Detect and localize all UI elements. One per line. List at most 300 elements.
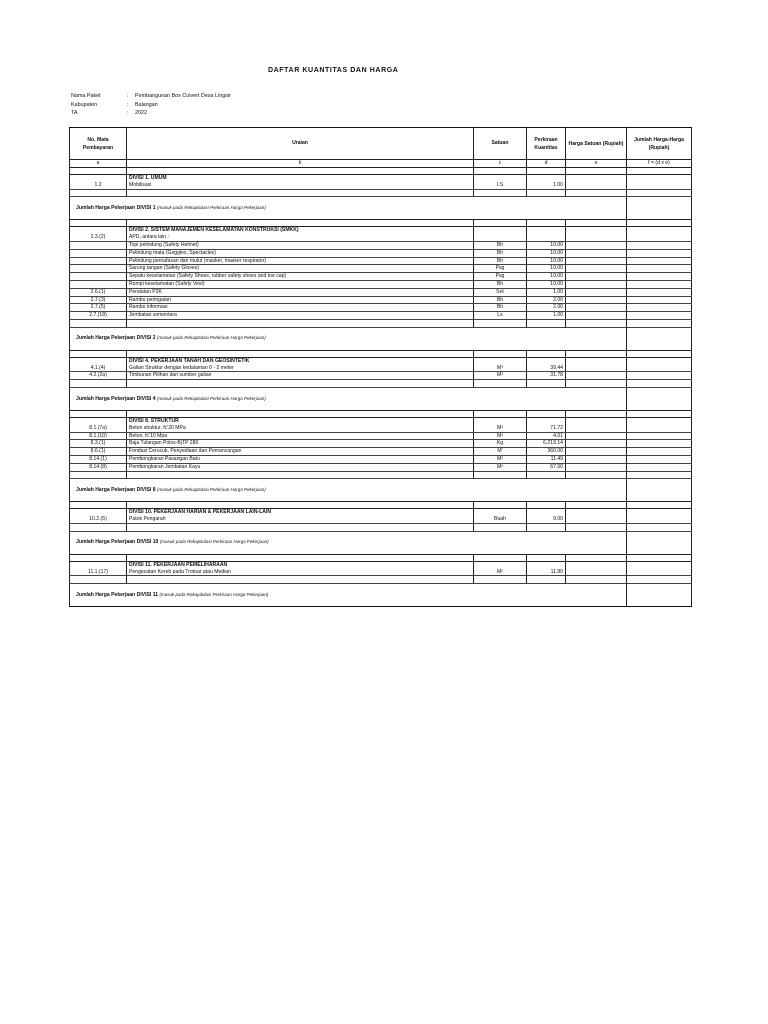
table-row: [70, 569, 692, 576]
table-row: [70, 280, 692, 288]
item-satuan: Buah: [474, 516, 527, 523]
item-satuan: M³: [474, 365, 527, 372]
item-uraian: Patok Pengarah: [127, 516, 474, 523]
item-satuan: Ls: [474, 312, 527, 320]
empty-cell: [474, 175, 527, 182]
table-row: [70, 440, 692, 448]
item-no: [70, 257, 127, 265]
item-harga: [566, 234, 627, 241]
item-kuantitas: 2.00: [527, 304, 566, 312]
item-no: [70, 241, 127, 249]
item-harga: [566, 182, 627, 189]
division-heading: DIVISI 1. UMUM: [127, 175, 474, 182]
table-row: [70, 312, 692, 320]
meta-row-kabupaten: [71, 101, 231, 110]
item-harga: [566, 448, 627, 456]
empty-cell: [474, 189, 527, 197]
item-uraian: Pembongkaran Jembatan Kayu: [127, 463, 474, 471]
empty-cell: [474, 319, 527, 327]
division-heading-row: [70, 417, 692, 424]
division-total-row: [70, 387, 692, 410]
item-harga: [566, 463, 627, 471]
item-satuan: M³: [474, 425, 527, 432]
item-jumlah: [627, 241, 692, 249]
total-note-text: (masuk pada Rekapitulasi Perkiraan Harga Pekerjaan): [156, 204, 266, 210]
empty-cell: [127, 523, 474, 531]
header-kuantitas: Perkiraan Kuantitas: [527, 128, 566, 160]
letter-cell: f = (d x e): [627, 160, 692, 168]
meta-sep: :: [127, 93, 129, 99]
empty-cell: [527, 554, 566, 561]
item-kuantitas: 31.78: [527, 372, 566, 380]
empty-cell: [527, 380, 566, 388]
item-no: 10.2.(5): [70, 516, 127, 523]
empty-cell: [566, 417, 627, 424]
document-title: DAFTAR KUANTITAS DAN HARGA: [268, 67, 399, 74]
item-jumlah: [627, 249, 692, 257]
item-no: 2.7.(18): [70, 312, 127, 320]
item-uraian: Peralatan P3K: [127, 288, 474, 296]
item-uraian: APD, antara lain :: [127, 234, 474, 241]
item-harga: [566, 296, 627, 304]
empty-cell: [566, 220, 627, 227]
header-satuan: Satuan: [474, 128, 527, 160]
table-row: [70, 432, 692, 440]
empty-cell: [474, 554, 527, 561]
empty-cell: [627, 350, 692, 357]
empty-cell: [566, 471, 627, 479]
letter-cell: a: [70, 160, 127, 168]
division-total-value: [627, 584, 692, 607]
item-harga: [566, 288, 627, 296]
item-kuantitas: 10.00: [527, 265, 566, 273]
table-row: [70, 288, 692, 296]
total-note-text: (masuk pada Rekapitulasi Perkiraan Harga Pekerjaan): [159, 539, 269, 545]
item-satuan: Bh: [474, 304, 527, 312]
empty-cell: [127, 350, 474, 357]
empty-cell: [474, 576, 527, 584]
empty-cell: [127, 189, 474, 197]
item-uraian: Pelindung pernafasan dan mulut (masker, masker respirator): [127, 257, 474, 265]
empty-cell: [627, 509, 692, 516]
item-kuantitas: 39.44: [527, 365, 566, 372]
division-total-label: [70, 531, 627, 554]
item-satuan: Psg: [474, 265, 527, 273]
letter-cell: e: [566, 160, 627, 168]
table-row: [70, 372, 692, 380]
empty-cell: [127, 168, 474, 175]
item-kuantitas: 10.00: [527, 249, 566, 257]
empty-cell: [70, 561, 127, 568]
item-satuan: M²: [474, 463, 527, 471]
empty-cell: [70, 189, 127, 197]
empty-cell: [627, 410, 692, 417]
meta-sep: :: [127, 110, 129, 116]
item-harga: [566, 569, 627, 576]
item-no: 8.1.(7a): [70, 425, 127, 432]
empty-cell: [627, 471, 692, 479]
empty-cell: [627, 220, 692, 227]
item-jumlah: [627, 304, 692, 312]
total-label-text: Jumlah Harga Pekerjaan DIVISI 10: [76, 539, 159, 546]
item-satuan: [474, 234, 527, 241]
item-kuantitas: 10.00: [527, 273, 566, 281]
spacer-row: [70, 502, 692, 509]
item-harga: [566, 432, 627, 440]
item-uraian: Mobilisasi: [127, 182, 474, 189]
item-kuantitas: 4.01: [527, 432, 566, 440]
empty-cell: [474, 471, 527, 479]
item-kuantitas: 11.80: [527, 569, 566, 576]
table-row: [70, 182, 692, 189]
item-satuan: LS: [474, 182, 527, 189]
table-row: [70, 516, 692, 523]
item-harga: [566, 257, 627, 265]
empty-cell: [127, 319, 474, 327]
item-uraian: Beton struktur, fc'20 MPa: [127, 425, 474, 432]
empty-cell: [566, 502, 627, 509]
item-satuan: M²: [474, 569, 527, 576]
item-jumlah: [627, 440, 692, 448]
division-total-value: [627, 197, 692, 220]
item-jumlah: [627, 273, 692, 281]
empty-cell: [127, 554, 474, 561]
division-heading-row: [70, 357, 692, 364]
empty-cell: [627, 168, 692, 175]
item-no: 2.6.(1): [70, 288, 127, 296]
division-total-label: [70, 387, 627, 410]
table-row: [70, 249, 692, 257]
total-note-text: (masuk pada Rekapitulasi Perkiraan Harga Pekerjaan): [159, 591, 269, 597]
blank-row: [70, 189, 692, 197]
division-heading-row: [70, 227, 692, 234]
total-note-text: (masuk pada Rekapitulasi Perkiraan Harga Pekerjaan): [156, 335, 266, 341]
item-satuan: Kg: [474, 440, 527, 448]
empty-cell: [566, 509, 627, 516]
blank-row: [70, 576, 692, 584]
item-jumlah: [627, 455, 692, 463]
spacer-row: [70, 350, 692, 357]
item-harga: [566, 455, 627, 463]
empty-cell: [474, 502, 527, 509]
item-harga: [566, 440, 627, 448]
item-satuan: Bh: [474, 241, 527, 249]
item-no: 11.1.(17): [70, 569, 127, 576]
item-jumlah: [627, 463, 692, 471]
empty-cell: [527, 576, 566, 584]
item-satuan: Psg: [474, 273, 527, 281]
meta-value: Balangan: [135, 101, 158, 108]
meta-sep: :: [127, 101, 129, 108]
empty-cell: [566, 561, 627, 568]
item-kuantitas: 10.00: [527, 280, 566, 288]
blank-row: [70, 319, 692, 327]
division-total-label: [70, 197, 627, 220]
meta-value: 2022: [135, 110, 147, 116]
item-kuantitas: 6,219.14: [527, 440, 566, 448]
item-jumlah: [627, 234, 692, 241]
empty-cell: [70, 227, 127, 234]
empty-cell: [127, 410, 474, 417]
empty-cell: [527, 471, 566, 479]
division-heading: DIVISI 10. PEKERJAAN HARIAN & PEKERJAAN LAIN-LAIN: [127, 509, 474, 516]
table-row: [70, 234, 692, 241]
item-kuantitas: 67.50: [527, 463, 566, 471]
empty-cell: [474, 168, 527, 175]
empty-cell: [70, 417, 127, 424]
item-jumlah: [627, 288, 692, 296]
empty-cell: [627, 189, 692, 197]
item-uraian: Fondasi Cerucuk, Penyediaan dan Pemancangan: [127, 448, 474, 456]
meta-key: Kabupaten: [71, 101, 98, 108]
division-heading: DIVISI 4. PEKERJAAN TANAH DAN GEOSINTETIK: [127, 357, 474, 364]
item-harga: [566, 365, 627, 372]
table-row: [70, 241, 692, 249]
item-harga: [566, 241, 627, 249]
empty-cell: [527, 189, 566, 197]
item-jumlah: [627, 432, 692, 440]
item-no: 1.2: [70, 182, 127, 189]
empty-cell: [627, 417, 692, 424]
empty-cell: [70, 554, 127, 561]
item-kuantitas: 1.00: [527, 182, 566, 189]
blank-row: [70, 380, 692, 388]
spacer-row: [70, 410, 692, 417]
empty-cell: [627, 175, 692, 182]
empty-cell: [627, 576, 692, 584]
item-satuan: Set: [474, 288, 527, 296]
item-jumlah: [627, 265, 692, 273]
spacer-row: [70, 554, 692, 561]
item-uraian: Pengecatan Kereb pada Trotoar atau Median: [127, 569, 474, 576]
empty-cell: [627, 561, 692, 568]
item-kuantitas: 11.49: [527, 455, 566, 463]
item-harga: [566, 304, 627, 312]
item-jumlah: [627, 372, 692, 380]
item-satuan: Bh: [474, 249, 527, 257]
item-kuantitas: 71.72: [527, 425, 566, 432]
item-no: 2.3.(2): [70, 234, 127, 241]
empty-cell: [627, 227, 692, 234]
item-no: [70, 273, 127, 281]
division-heading-row: [70, 175, 692, 182]
item-uraian: Baja Tulangan Polos-BjTP 280: [127, 440, 474, 448]
empty-cell: [566, 523, 627, 531]
item-no: [70, 249, 127, 257]
empty-cell: [566, 350, 627, 357]
empty-cell: [527, 561, 566, 568]
letter-cell: d: [527, 160, 566, 168]
empty-cell: [566, 175, 627, 182]
empty-cell: [627, 554, 692, 561]
total-note-text: (masuk pada Rekapitulasi Perkiraan Harga Pekerjaan): [156, 395, 266, 401]
item-uraian: Rompi keselamatan (Safety Vest): [127, 280, 474, 288]
table-body: [70, 160, 692, 607]
item-no: 8.6.(1): [70, 448, 127, 456]
empty-cell: [70, 350, 127, 357]
item-harga: [566, 372, 627, 380]
empty-cell: [474, 523, 527, 531]
item-no: [70, 280, 127, 288]
total-label-text: Jumlah Harga Pekerjaan DIVISI 2: [76, 335, 156, 342]
item-no: 8.1.(10): [70, 432, 127, 440]
blank-row: [70, 471, 692, 479]
table-row: [70, 365, 692, 372]
empty-cell: [566, 319, 627, 327]
empty-cell: [474, 509, 527, 516]
empty-cell: [527, 319, 566, 327]
empty-cell: [566, 380, 627, 388]
division-total-label: [70, 584, 627, 607]
item-uraian: Sarung tangan (Safety Gloves): [127, 265, 474, 273]
item-uraian: Pembongkaran Pasangan Batu: [127, 455, 474, 463]
empty-cell: [474, 227, 527, 234]
total-label-text: Jumlah Harga Pekerjaan DIVISI 4: [76, 395, 156, 402]
division-total-label: [70, 327, 627, 350]
item-harga: [566, 280, 627, 288]
empty-cell: [527, 220, 566, 227]
division-heading-row: [70, 561, 692, 568]
division-total-value: [627, 327, 692, 350]
total-label-text: Jumlah Harga Pekerjaan DIVISI 8: [76, 486, 156, 493]
item-kuantitas: 360.00: [527, 448, 566, 456]
empty-cell: [627, 502, 692, 509]
empty-cell: [566, 227, 627, 234]
item-satuan: M³: [474, 372, 527, 380]
empty-cell: [70, 471, 127, 479]
meta-value: Pembangunan Box Culvert Desa Lingsir: [135, 93, 231, 99]
empty-cell: [70, 319, 127, 327]
item-satuan: Bh: [474, 296, 527, 304]
empty-cell: [527, 168, 566, 175]
item-jumlah: [627, 257, 692, 265]
empty-cell: [474, 380, 527, 388]
header-harga: Harga Satuan (Rupiah): [566, 128, 627, 160]
empty-cell: [527, 509, 566, 516]
empty-cell: [474, 350, 527, 357]
division-total-value: [627, 479, 692, 502]
item-uraian: Galian Struktur dengan kedalaman 0 - 2 meter: [127, 365, 474, 372]
blank-row: [70, 523, 692, 531]
item-harga: [566, 249, 627, 257]
item-jumlah: [627, 182, 692, 189]
empty-cell: [527, 175, 566, 182]
table-row: [70, 304, 692, 312]
item-no: [70, 265, 127, 273]
item-kuantitas: 10.00: [527, 257, 566, 265]
item-no: 8.3.(1): [70, 440, 127, 448]
item-kuantitas: 10.00: [527, 241, 566, 249]
total-note-text: (masuk pada Rekapitulasi Perkiraan Harga Pekerjaan): [156, 486, 266, 492]
empty-cell: [627, 380, 692, 388]
spacer-row: [70, 168, 692, 175]
item-uraian: Rambu peringatan: [127, 296, 474, 304]
item-satuan: M³: [474, 455, 527, 463]
division-total-row: [70, 327, 692, 350]
table-row: [70, 455, 692, 463]
division-total-value: [627, 531, 692, 554]
letter-cell: b: [127, 160, 474, 168]
empty-cell: [474, 561, 527, 568]
meta-key: TA: [71, 110, 78, 116]
table-header-row: [70, 128, 692, 160]
item-uraian: Beton, fc'10 Mpa: [127, 432, 474, 440]
column-letter-row: [70, 160, 692, 168]
empty-cell: [627, 357, 692, 364]
spacer-row: [70, 220, 692, 227]
item-jumlah: [627, 569, 692, 576]
item-kuantitas: [527, 234, 566, 241]
empty-cell: [566, 576, 627, 584]
empty-cell: [70, 509, 127, 516]
empty-cell: [566, 189, 627, 197]
division-total-row: [70, 584, 692, 607]
division-total-row: [70, 479, 692, 502]
item-kuantitas: 1.00: [527, 288, 566, 296]
table-row: [70, 257, 692, 265]
table-row: [70, 273, 692, 281]
total-label-text: Jumlah Harga Pekerjaan DIVISI 11: [76, 591, 159, 598]
empty-cell: [527, 417, 566, 424]
empty-cell: [527, 502, 566, 509]
quantity-price-table: [69, 127, 692, 607]
division-heading-row: [70, 509, 692, 516]
empty-cell: [474, 220, 527, 227]
item-harga: [566, 425, 627, 432]
empty-cell: [527, 410, 566, 417]
item-no: 8.14.(1): [70, 455, 127, 463]
item-kuantitas: 1.00: [527, 312, 566, 320]
empty-cell: [527, 523, 566, 531]
meta-row-nama-paket: [71, 92, 231, 101]
item-harga: [566, 516, 627, 523]
item-jumlah: [627, 516, 692, 523]
division-total-label: [70, 479, 627, 502]
empty-cell: [566, 410, 627, 417]
meta-key: Nama Paket: [71, 93, 101, 99]
item-no: 2.7.(5): [70, 304, 127, 312]
item-satuan: Bh: [474, 257, 527, 265]
item-harga: [566, 273, 627, 281]
empty-cell: [127, 576, 474, 584]
division-heading: DIVISI 2. SISTEM MANAJEMEN KESELAMATAN KONSTRUKSI (SMKK): [127, 227, 474, 234]
item-harga: [566, 265, 627, 273]
item-satuan: Bh: [474, 280, 527, 288]
item-no: 8.14.(8): [70, 463, 127, 471]
division-total-row: [70, 197, 692, 220]
item-jumlah: [627, 425, 692, 432]
empty-cell: [70, 357, 127, 364]
empty-cell: [627, 523, 692, 531]
empty-cell: [70, 168, 127, 175]
division-heading: DIVISI 11. PEKERJAAN PEMELIHARAAN: [127, 561, 474, 568]
item-uraian: Timbunan Pilihan dari sumber galian: [127, 372, 474, 380]
empty-cell: [527, 357, 566, 364]
item-jumlah: [627, 280, 692, 288]
empty-cell: [527, 350, 566, 357]
empty-cell: [474, 417, 527, 424]
item-uraian: Rambu informasi: [127, 304, 474, 312]
header-no: No. Mata Pembayaran: [70, 128, 127, 160]
empty-cell: [70, 220, 127, 227]
item-jumlah: [627, 448, 692, 456]
empty-cell: [627, 319, 692, 327]
item-uraian: Jembatan sementara: [127, 312, 474, 320]
empty-cell: [127, 502, 474, 509]
empty-cell: [127, 220, 474, 227]
item-uraian: Pelindung mata (Goggles, Spectacles): [127, 249, 474, 257]
item-no: 2.7.(3): [70, 296, 127, 304]
